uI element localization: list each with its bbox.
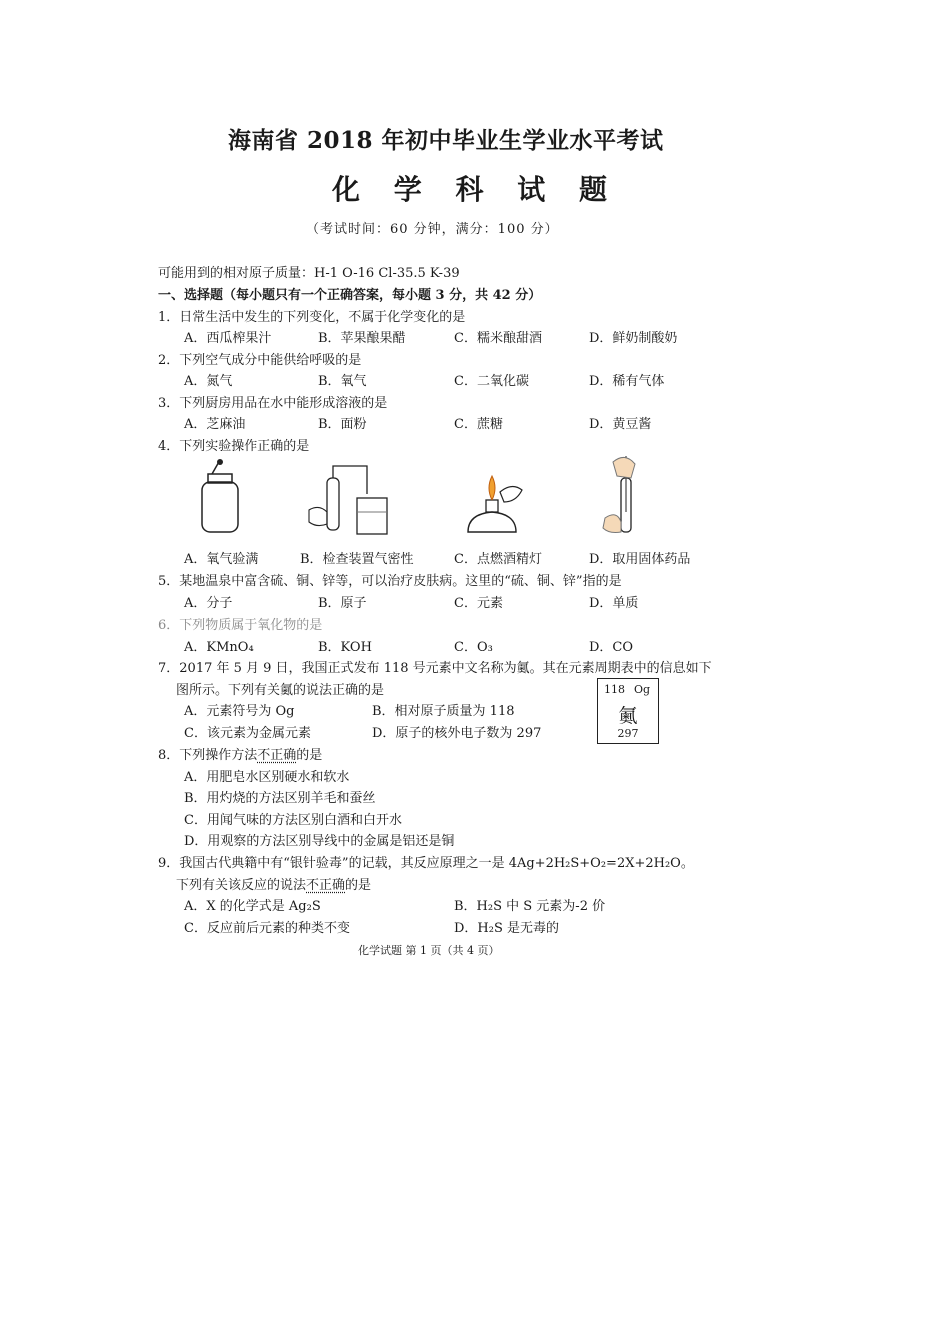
q7-option-a: A．元素符号为 Og bbox=[184, 704, 295, 719]
page-footer: 化学试题 第 1 页（共 4 页） bbox=[358, 944, 500, 957]
q9-stem-line1: 9．我国古代典籍中有“银针验毒”的记载，其反应原理之一是 4Ag+2H₂S+O₂=2X+2H₂O。 bbox=[158, 856, 694, 871]
q2-option-a: A．氮气 bbox=[184, 374, 233, 389]
q6-option-b: B．KOH bbox=[318, 640, 372, 655]
q7-stem-line1: 7．2017 年 5 月 9 日，我国正式发布 118 号元素中文名称为鿫。其在元素周期表中的信息如下 bbox=[158, 661, 712, 676]
subject-title: 化 学 科 试 题 bbox=[332, 173, 619, 206]
q6-option-d: D．CO bbox=[589, 640, 634, 655]
exam-info: （考试时间：60 分钟，满分：100 分） bbox=[306, 222, 559, 237]
q8-option-d: D．用观察的方法区别导线中的金属是铝还是铜 bbox=[184, 834, 455, 849]
q3-option-a: A．芝麻油 bbox=[184, 417, 246, 432]
q4-option-c: C．点燃酒精灯 bbox=[454, 552, 542, 567]
atomic-number: 118 bbox=[604, 683, 625, 696]
atomic-mass: 297 bbox=[617, 727, 639, 740]
q3-stem: 3．下列厨房用品在水中能形成溶液的是 bbox=[158, 396, 388, 411]
q8-option-c: C．用闻气味的方法区别白酒和白开水 bbox=[184, 813, 402, 828]
q4-stem: 4．下列实验操作正确的是 bbox=[158, 439, 310, 454]
section-heading: 一、选择题（每小题只有一个正确答案，每小题 3 分，共 42 分） bbox=[158, 288, 542, 303]
q9-option-b: B．H₂S 中 S 元素为-2 价 bbox=[454, 899, 606, 914]
q3-option-b: B．面粉 bbox=[318, 417, 367, 432]
q6-option-a: A．KMnO₄ bbox=[184, 640, 254, 655]
q8-option-a: A．用肥皂水区别硬水和软水 bbox=[184, 770, 350, 785]
q5-option-d: D．单质 bbox=[589, 596, 639, 611]
q1-stem: 1．日常生活中发生的下列变化，不属于化学变化的是 bbox=[158, 310, 466, 325]
oxygen-test-figure bbox=[190, 458, 250, 542]
q5-stem: 5．某地温泉中富含硫、铜、锌等，可以治疗皮肤病。这里的“硫、铜、锌”指的是 bbox=[158, 574, 622, 589]
q6-option-c: C．O₃ bbox=[454, 640, 493, 655]
q2-option-b: B．氧气 bbox=[318, 374, 367, 389]
q2-option-c: C．二氧化碳 bbox=[454, 374, 529, 389]
q3-option-c: C．蔗糖 bbox=[454, 417, 503, 432]
atomic-masses: 可能用到的相对原子质量：H-1 O-16 Cl-35.5 K-39 bbox=[158, 266, 460, 281]
airtightness-figure bbox=[305, 458, 395, 542]
q6-stem: 6．下列物质属于氧化物的是 bbox=[158, 618, 323, 633]
q5-option-a: A．分子 bbox=[184, 596, 233, 611]
q4-option-b: B．检查装置气密性 bbox=[300, 552, 414, 567]
alcohol-lamp-figure bbox=[456, 462, 536, 542]
q8-stem-post: 的是 bbox=[296, 748, 323, 763]
q1-option-c: C．糯米酿甜酒 bbox=[454, 331, 542, 346]
q2-stem: 2．下列空气成分中能供给呼吸的是 bbox=[158, 353, 362, 368]
q5-option-c: C．元素 bbox=[454, 596, 503, 611]
q7-option-d: D．原子的核外电子数为 297 bbox=[372, 726, 542, 741]
q9-stem-post: 的是 bbox=[345, 878, 372, 893]
q9-stem-emphasis: 不正确 bbox=[306, 878, 346, 893]
q8-stem-pre: 8．下列操作方法 bbox=[158, 748, 258, 763]
q9-option-a: A．X 的化学式是 Ag₂S bbox=[184, 899, 321, 914]
q2-option-d: D．稀有气体 bbox=[589, 374, 665, 389]
q8-stem bbox=[158, 744, 322, 763]
q1-option-d: D．鲜奶制酸奶 bbox=[589, 331, 678, 346]
q4-option-d: D．取用固体药品 bbox=[589, 552, 691, 567]
q7-option-c: C．该元素为金属元素 bbox=[184, 726, 311, 741]
q4-option-a: A．氧气验满 bbox=[184, 552, 259, 567]
q9-stem-pre: 下列有关该反应的说法 bbox=[176, 878, 307, 893]
q9-option-d: D．H₂S 是无毒的 bbox=[454, 921, 560, 936]
exam-title: 海南省 2018 年初中毕业生学业水平考试 bbox=[228, 127, 664, 154]
solid-reagent-figure bbox=[595, 452, 655, 542]
q7-option-b: B．相对原子质量为 118 bbox=[372, 704, 515, 719]
q9-stem-line2 bbox=[176, 874, 371, 893]
q8-option-b: B．用灼烧的方法区别羊毛和蚕丝 bbox=[184, 791, 376, 806]
q8-stem-emphasis: 不正确 bbox=[257, 748, 297, 763]
q9-option-c: C．反应前后元素的种类不变 bbox=[184, 921, 350, 936]
q5-option-b: B．原子 bbox=[318, 596, 367, 611]
q1-option-b: B．苹果酿果醋 bbox=[318, 331, 406, 346]
q7-stem-line2: 图所示。下列有关鿫的说法正确的是 bbox=[176, 683, 385, 698]
q1-option-a: A．西瓜榨果汁 bbox=[184, 331, 272, 346]
element-symbol: Og bbox=[633, 683, 650, 696]
element-name: 鿫 bbox=[618, 705, 638, 727]
q3-option-d: D．黄豆酱 bbox=[589, 417, 652, 432]
element-118-card bbox=[597, 678, 659, 744]
